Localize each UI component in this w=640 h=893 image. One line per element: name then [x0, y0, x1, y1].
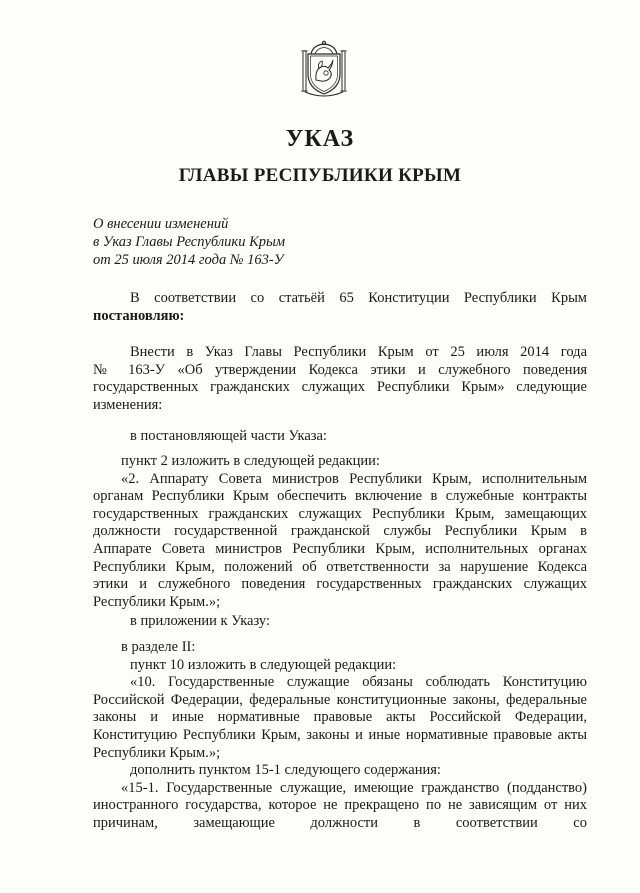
subject-line: в Указ Главы Республики Крым: [93, 234, 286, 250]
document-title: УКАЗ: [285, 126, 355, 152]
item15-line: причинам, замещающие должности в соответствии со: [93, 814, 587, 831]
operative-heading-block: [93, 428, 587, 446]
item10-line: «10. Государственные служащие обязаны соблюдать Конституцию: [130, 674, 587, 691]
intro-line: № 163-У «Об утверждении Кодекса этики и служебного поведения: [93, 361, 587, 378]
operative-text-line: должности государственной гражданской службы Республики Крым в: [93, 523, 587, 540]
preamble: [93, 290, 587, 325]
preamble-line: В соответствии со статьёй 65 Конституции Республики Крым: [130, 290, 587, 306]
decree-word: постановляю:: [93, 307, 185, 324]
appendix-section: в разделе II:: [121, 639, 196, 655]
intro-paragraph: [93, 344, 587, 414]
item10-line: Конституцию Республики Крым, законы и иные нормативные правовые акты: [93, 726, 587, 743]
item10-line: Республики Крым.»;: [93, 744, 221, 761]
appendix-section-block: [93, 639, 587, 833]
item10-line: законы и иные нормативные правовые акты Российской Федерации,: [93, 709, 587, 726]
document-subtitle: ГЛАВЫ РЕСПУБЛИКИ КРЫМ: [178, 165, 462, 186]
operative-heading: в постановляющей части Указа:: [130, 428, 327, 444]
operative-text-line: Аппарате Совета министров Республики Крым, исполнительных органах: [93, 540, 587, 557]
item15-line: «15-1. Государственные служащие, имеющие гражданство (подданство): [121, 779, 587, 796]
operative-text-line: органам Республики Крым обеспечить включение в служебные контракты: [93, 488, 587, 505]
operative-item: пункт 2 изложить в следующей редакции:: [121, 453, 380, 469]
subject-line: от 25 июля 2014 года № 163-У: [93, 252, 284, 268]
appendix-heading-block: [93, 613, 587, 631]
operative-text-line: Республики Крым.»;: [93, 593, 221, 610]
intro-line: изменения:: [93, 396, 163, 413]
operative-text-line: «2. Аппарату Совета министров Республики Крым, исполнительным: [121, 470, 587, 487]
subject-line: О внесении изменений: [93, 216, 229, 232]
operative-text-line: государственных гражданских служащих Республики Крым, замещающих: [93, 505, 587, 522]
operative-text-line: Республики Крым, положений об ответственности за нарушение Кодекса: [93, 558, 587, 575]
appendix-heading: в приложении к Указу:: [130, 613, 270, 629]
item10-line: Российской Федерации, федеральные конституционные законы, федеральные: [93, 691, 587, 708]
appendix-add: дополнить пунктом 15-1 следующего содержания:: [130, 762, 441, 779]
intro-line: Внести в Указ Главы Республики Крым от 25 июля 2014 года: [130, 344, 587, 360]
operative-text-line: этики и служебного поведения государственных гражданских служащих: [93, 576, 587, 593]
operative-item-block: [93, 453, 587, 611]
crimea-coat-of-arms-icon: [299, 40, 349, 98]
decree-subject: [93, 215, 285, 269]
item15-line: иностранного государства, которое не прекращено по не зависящим от них: [93, 797, 587, 814]
intro-line: государственных гражданских служащих Республики Крым» следующие: [93, 379, 587, 396]
appendix-item: пункт 10 изложить в следующей редакции:: [130, 656, 397, 673]
